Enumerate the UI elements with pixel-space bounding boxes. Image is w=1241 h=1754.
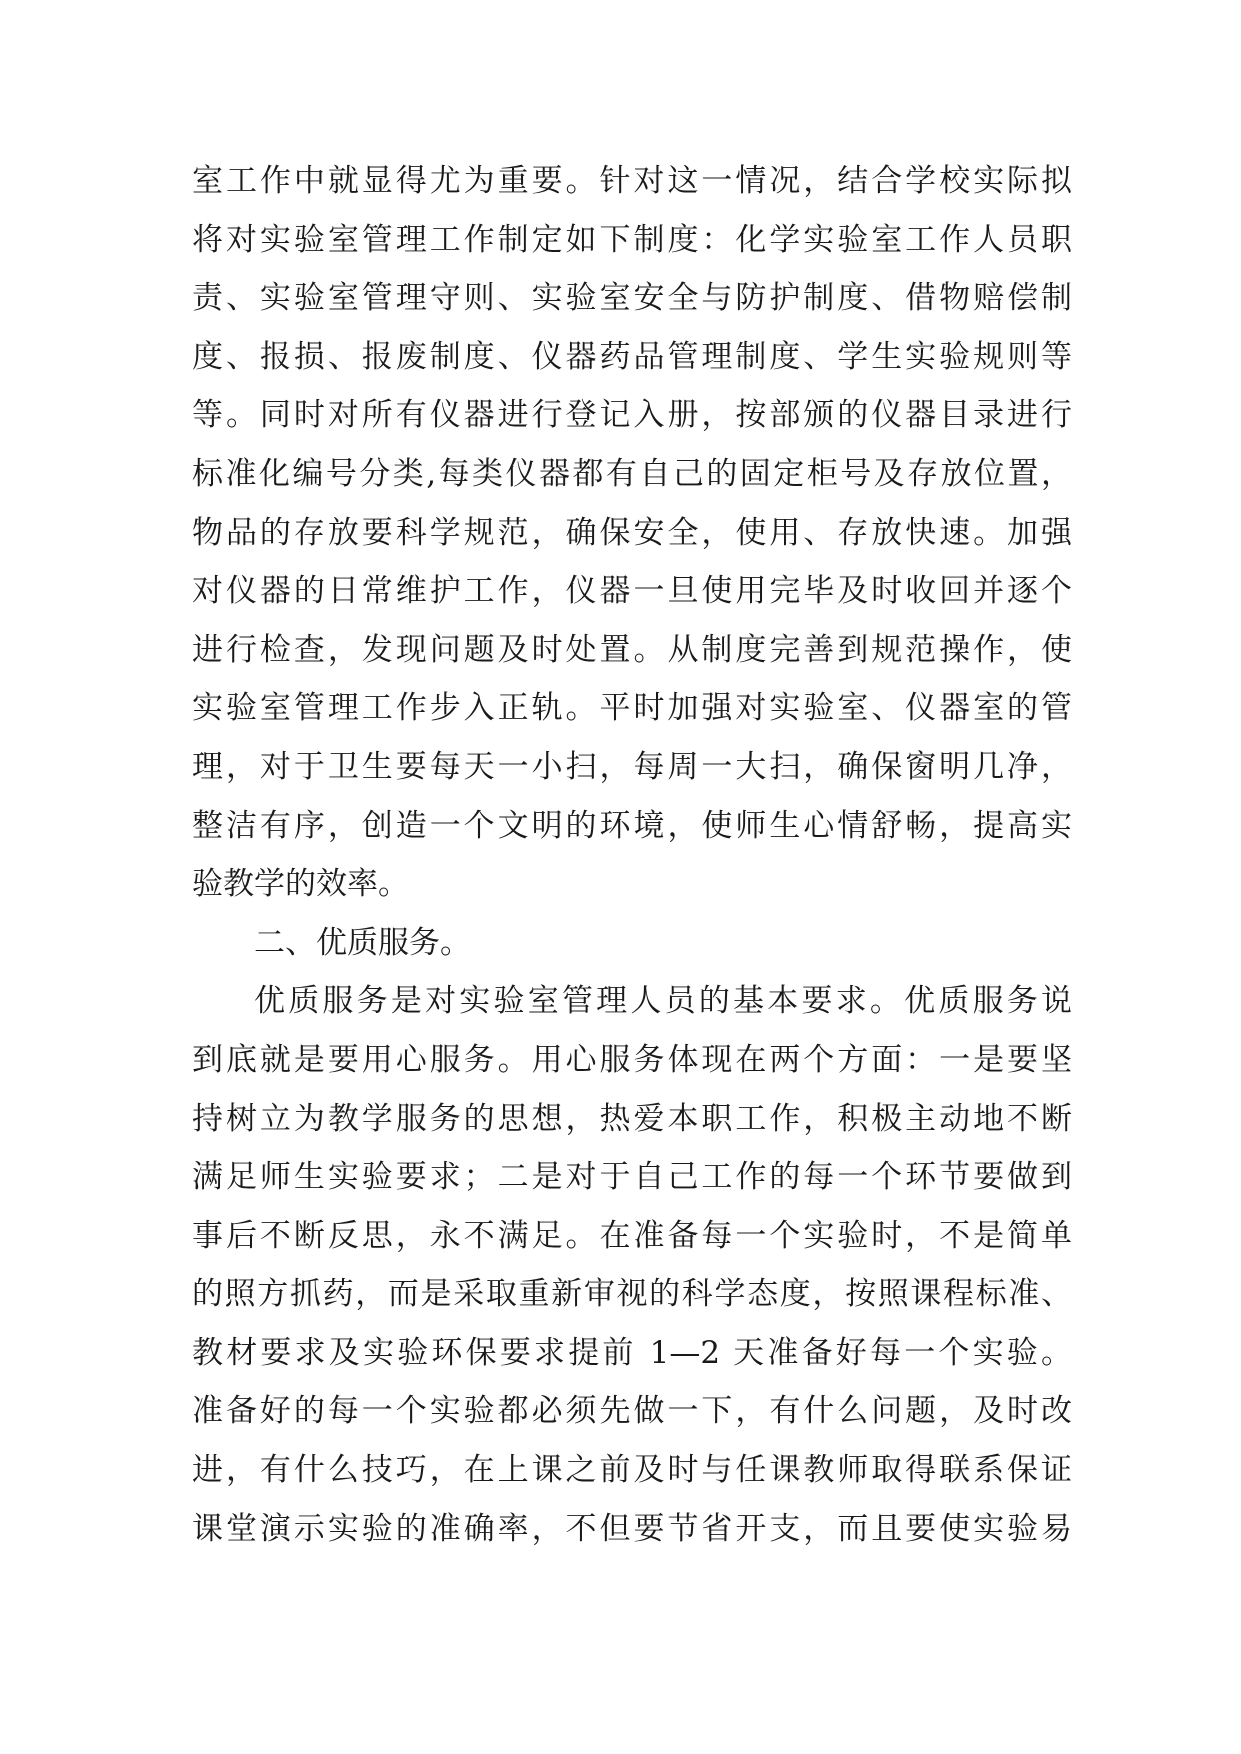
text-line: 实验室管理工作步入正轨。平时加强对实验室、仪器室的管 <box>192 690 1072 727</box>
text-line: 课堂演示实验的准确率，不但要节省开支，而且要使实验易 <box>192 1510 1072 1547</box>
text-line: 物品的存放要科学规范，确保安全，使用、存放快速。加强 <box>192 514 1072 551</box>
text-line: 的照方抓药，而是采取重新审视的科学态度，按照课程标准、 <box>192 1276 1072 1313</box>
text-line: 验教学的效率。 <box>192 866 409 903</box>
text-line: 对仪器的日常维护工作，仪器一旦使用完毕及时收回并逐个 <box>192 573 1072 610</box>
text-line: 责、实验室管理守则、实验室安全与防护制度、借物赔偿制 <box>192 280 1072 317</box>
text-line: 整洁有序，创造一个文明的环境，使师生心情舒畅，提高实 <box>192 807 1072 844</box>
document-body <box>192 152 1072 1558</box>
text-line: 标准化编号分类,每类仪器都有自己的固定柜号及存放位置， <box>192 455 1072 492</box>
text-line: 优质服务是对实验室管理人员的基本要求。优质服务说 <box>254 983 1072 1020</box>
text-line: 准备好的每一个实验都必须先做一下，有什么问题，及时改 <box>192 1393 1072 1430</box>
text-line: 事后不断反思，永不满足。在准备每一个实验时，不是简单 <box>192 1217 1072 1254</box>
text-line: 度、报损、报废制度、仪器药品管理制度、学生实验规则等 <box>192 338 1072 375</box>
text-line: 进行检查，发现问题及时处置。从制度完善到规范操作，使 <box>192 631 1072 668</box>
section-heading: 二、优质服务。 <box>254 924 471 961</box>
text-line: 进，有什么技巧，在上课之前及时与任课教师取得联系保证 <box>192 1452 1072 1489</box>
text-line: 室工作中就显得尤为重要。针对这一情况，结合学校实际拟 <box>192 163 1072 199</box>
text-line: 持树立为教学服务的思想，热爱本职工作，积极主动地不断 <box>192 1100 1072 1137</box>
text-line: 理，对于卫生要每天一小扫，每周一大扫，确保窗明几净， <box>192 748 1072 785</box>
text-line: 等。同时对所有仪器进行登记入册，按部颁的仪器目录进行 <box>192 397 1072 434</box>
text-line: 到底就是要用心服务。用心服务体现在两个方面：一是要坚 <box>192 1041 1072 1078</box>
text-line: 满足师生实验要求；二是对于自己工作的每一个环节要做到 <box>192 1159 1072 1196</box>
text-line: 教材要求及实验环保要求提前 1—2 天准备好每一个实验。 <box>192 1334 1072 1371</box>
text-line: 将对实验室管理工作制定如下制度：化学实验室工作人员职 <box>192 221 1072 258</box>
